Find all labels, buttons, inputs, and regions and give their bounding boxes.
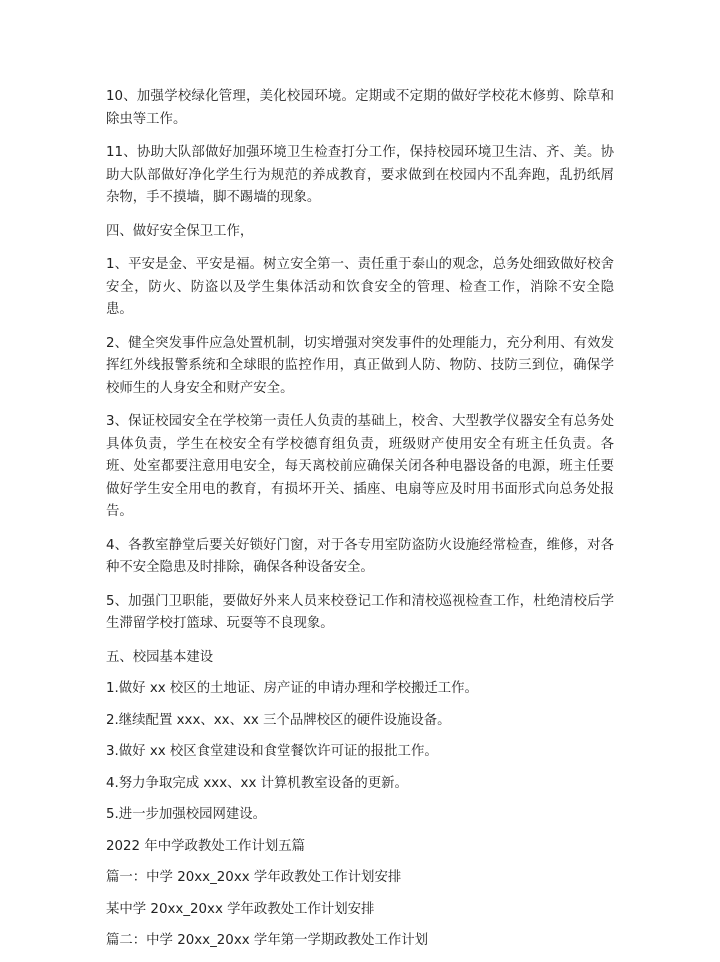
paragraph-safety-3: 3、保证校园安全在学校第一责任人负责的基础上，校舍、大型教学仪器安全有总务处具体负责，学生在校安全有学校德育组负责，班级财产使用安全有班主任负责。各班、处室都要注意用电安全，每天离校前应确保关闭各种电器设备的电源，班主任要做好学生安全用电的教育，有损坏开关、插座、电扇等应及时用书面形式向总务处报告。 — [106, 414, 614, 519]
section-heading-safety: 四、做好安全保卫工作， — [106, 223, 254, 239]
article-subtitle: 某中学 20xx_20xx 学年政教处工作计划安排 — [106, 901, 375, 917]
paragraph-safety-5: 5、加强门卫职能，要做好外来人员来校登记工作和清校巡视检查工作，杜绝清校后学生滞留学校打篮球、玩耍等不良现象。 — [106, 593, 614, 631]
article-heading-1: 篇一：中学 20xx_20xx 学年政教处工作计划安排 — [106, 870, 402, 885]
document-title: 2022 年中学政教处工作计划五篇 — [106, 838, 306, 854]
document-body — [106, 86, 614, 962]
list-item: 3.做好 xx 校区食堂建设和食堂餐饮许可证的报批工作。 — [106, 744, 438, 759]
paragraph-safety-2: 2、健全突发事件应急处置机制，切实增强对突发事件的处理能力，充分利用、有效发挥红外线报警系统和全球眼的监控作用，真正做到人防、物防、技防三到位，确保学校师生的人身安全和财产安全。 — [106, 335, 614, 396]
article-heading-2: 篇二：中学 20xx_20xx 学年第一学期政教处工作计划 — [106, 933, 429, 948]
list-item: 1.做好 xx 校区的土地证、房产证的申请办理和学校搬迁工作。 — [106, 681, 478, 696]
list-item: 5.进一步加强校园网建设。 — [106, 807, 267, 822]
list-item: 4.努力争取完成 xxx、xx 计算机教室设备的更新。 — [106, 775, 408, 791]
paragraph-hygiene: 11、协助大队部做好加强环境卫生检查打分工作，保持校园环境卫生洁、齐、美。协助大队部做好净化学生行为规范的养成教育，要求做到在校园内不乱奔跑，乱扔纸屑杂物，手不摸墙，脚不踢墙的现象。 — [106, 145, 614, 205]
paragraph-greening: 10、加强学校绿化管理，美化校园环境。定期或不定期的做好学校花木修剪、除草和除虫等工作。 — [106, 89, 614, 127]
paragraph-safety-1: 1、平安是金、平安是福。树立安全第一、责任重于泰山的观念，总务处细致做好校舍安全，防火、防盗以及学生集体活动和饮食安全的管理、检查工作，消除不安全隐患。 — [106, 257, 614, 317]
section-heading-construction: 五、校园基本建设 — [106, 649, 214, 665]
list-item: 2.继续配置 xxx、xx、xx 三个品牌校区的硬件设施设备。 — [106, 712, 451, 728]
paragraph-safety-4: 4、各教室静堂后要关好锁好门窗，对于各专用室防盗防火设施经常检查，维修，对各种不安全隐患及时排除，确保各种设备安全。 — [106, 537, 614, 575]
